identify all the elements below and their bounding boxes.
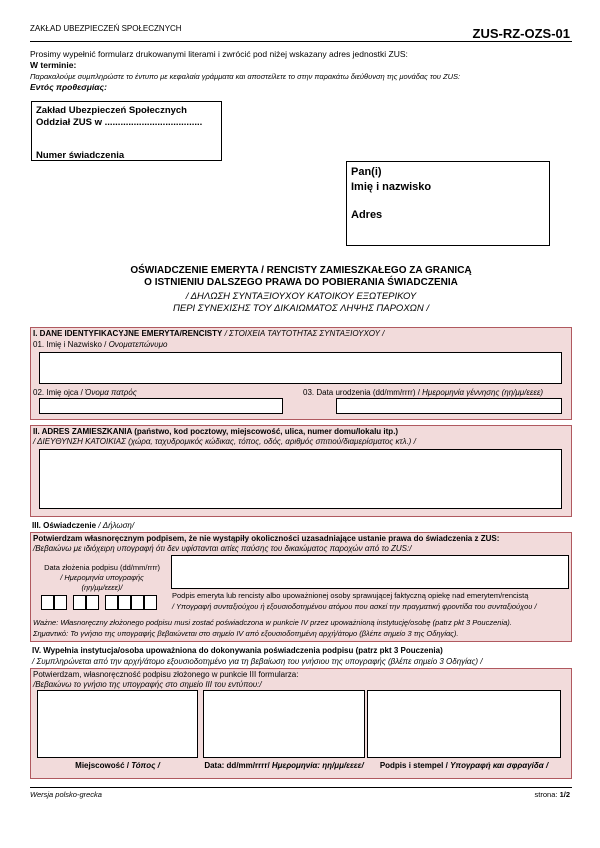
- signature-date-label-gr2: (ηη/μμ/εεεε)/: [81, 583, 123, 592]
- signature-date-label-pl: Data złożenia podpisu (dd/mm/rrrr): [44, 563, 160, 572]
- title-gr-line2: ΠΕΡΙ ΣΥΝΕΧΙΣΗΣ ΤΟΥ ΔΙΚΑΙΩΜΑΤΟΣ ΛΗΨΗΣ ΠΑΡΟΧΩΝ /: [172, 303, 430, 314]
- date-cell-y4[interactable]: [144, 595, 157, 610]
- addressee-name: Imię i nazwisko: [351, 181, 432, 193]
- intro-gr-deadline: Εντός προθεσμίας:: [30, 82, 107, 92]
- field-02-label-pl: 02. Imię ojca /: [33, 388, 86, 397]
- birth-date-input[interactable]: [336, 398, 562, 414]
- zus-box-line3: Numer świadczenia: [36, 150, 125, 161]
- title-gr-line1: / ΔΗΛΩΣΗ ΣΥΝΤΑΞΙΟΥΧΟΥ ΚΑΤΟΙΚΟΥ ΕΞΩΤΕΡΙΚΟΥ: [185, 291, 417, 302]
- section-4-title-gr: / Συμπληρώνεται από την αρχή/άτομο εξουσιοδοτημένο για τη βεβαίωση του γνήσιου της υπογραφής (βλέπε σημείο 3 Οδηγίας) /: [32, 657, 483, 666]
- pensioner-signature-input[interactable]: [171, 555, 569, 589]
- section-4-certification: [30, 668, 572, 779]
- field-03-label: [303, 388, 543, 397]
- section-3-confirm-gr: /Βεβαιώνω με ιδιόχειρη υπογραφή ότι δεν υφίστανται αιτίες παύσης του δικαιώματος παροχών από το ZUS:/: [33, 544, 412, 553]
- address-input[interactable]: [39, 449, 562, 509]
- zus-box-line1: Zakład Ubezpieczeń Społecznych: [36, 105, 187, 116]
- date-cell-m2[interactable]: [86, 595, 99, 610]
- pensioner-signature-label-pl: Podpis emeryta lub rencisty albo upoważnionej osoby sprawującej faktyczną opiekę nad emerytem/rencistą: [172, 591, 529, 600]
- section-2-title-gr: / ΔΙΕΥΘΥΝΣΗ ΚΑΤΟΙΚΙΑΣ (χώρα, ταχυδρομικός κώδικας, τόπος, οδός, αριθμός σπιτιού/διαμερίσματος κτλ.) /: [33, 437, 416, 446]
- father-name-input[interactable]: [39, 398, 283, 414]
- section-1-title: [33, 329, 384, 338]
- section-3-title: [32, 521, 134, 530]
- certifier-stamp-input[interactable]: [367, 690, 561, 758]
- intro-pl-deadline: W terminie:: [30, 60, 77, 70]
- form-title: [30, 265, 572, 315]
- certifier-stamp-label: [367, 761, 561, 770]
- section-4-title-pl: IV. Wypełnia instytucja/osoba upoważniona do dokonywania poświadczenia podpisu (patrz pkt 3 Pouczenia): [32, 646, 443, 655]
- intro-gr: Παρακαλούμε συμπληρώστε το έντυπο με κεφαλαία γράμματα και αποστείλετε το στην παρακάτω διεύθυνση της μονάδας του ZUS:: [30, 72, 461, 81]
- field-02-label: [33, 388, 137, 397]
- certifier-date-input[interactable]: [203, 690, 365, 758]
- date-cell-d1[interactable]: [41, 595, 54, 610]
- certifier-stamp-label-pl: Podpis i stempel /: [379, 761, 451, 770]
- date-cell-y2[interactable]: [118, 595, 131, 610]
- signature-date-cells: [41, 595, 171, 610]
- certifier-place-label-pl: Miejscowość /: [75, 761, 132, 770]
- signature-date-label: [33, 563, 171, 593]
- date-cell-m1[interactable]: [73, 595, 86, 610]
- footer-page-number: 1/2: [559, 790, 570, 799]
- signature-date-label-gr1: / Ημερομηνία υπογραφής: [60, 573, 144, 582]
- field-03-label-pl: 03. Data urodzenia (dd/mm/rrrr) /: [303, 388, 423, 397]
- certifier-stamp-label-gr: Υπογραφή και σφραγίδα /: [450, 761, 549, 770]
- section-3-title-pl: III. Oświadczenie: [32, 521, 97, 530]
- form-code: ZUS-RZ-OZS-01: [472, 26, 570, 41]
- footer-divider: [30, 787, 572, 788]
- section-3-note-gr: Σημαντικό: Το γνήσιο της υπογραφής βεβαιώνεται στο σημείο IV από εξουσιοδοτημένη αρχή/άτομο (βλέπε σημείο 3 της Οδηγίας).: [33, 629, 459, 638]
- certifier-place-label-gr: Τόπος /: [131, 761, 160, 770]
- date-cell-y3[interactable]: [131, 595, 144, 610]
- footer-page: [535, 790, 570, 799]
- section-4-confirm-gr: /Βεβαιώνω το γνήσιο της υπογραφής στο σημείο III του εντύπου:/: [33, 680, 262, 689]
- field-01-label-gr: Ονοματεπώνυμο: [108, 340, 168, 349]
- footer-version: Wersja polsko-grecka: [30, 790, 102, 799]
- section-2-title-pl: II. ADRES ZAMIESZKANIA (państwo, kod pocztowy, miejscowość, ulica, numer domu/lokalu itp.): [33, 427, 399, 436]
- section-4-confirm-pl: Potwierdzam, własnoręczność podpisu złożonego w punkcie III formularza:: [33, 670, 299, 679]
- section-1-title-gr: / ΣΤΟΙΧΕΙΑ ΤΑΥΤΟΤΗΤΑΣ ΣΥΝΤΑΞΙΟΥΧΟΥ /: [222, 329, 385, 338]
- section-1-title-pl: I. DANE IDENTYFIKACYJNE EMERYTA/RENCISTY: [33, 329, 223, 338]
- full-name-input[interactable]: [39, 352, 562, 384]
- institution-name: ZAKŁAD UBEZPIECZEŃ SPOŁECZNYCH: [30, 24, 182, 33]
- certifier-place-label: [37, 761, 198, 770]
- addressee-address: Adres: [351, 209, 383, 221]
- section-3-declaration: [30, 532, 572, 642]
- zus-branch-box: [31, 101, 222, 161]
- section-2-title: [33, 427, 398, 436]
- section-3-note-pl: Ważne: Własnoręczny złożonego podpisu musi zostać poświadczona w punkcie IV przez upoważnioną instytucję/osobę (patrz pkt 3 Pouczenia).: [33, 618, 512, 627]
- section-3-title-gr: / Δήλωση/: [96, 521, 135, 530]
- section-3-confirm-pl: Potwierdzam własnoręcznym podpisem, że nie wystąpiły okoliczności uzasadniające ustanie prawa do świadczenia z ZUS:: [33, 534, 500, 543]
- section-2-address: [30, 425, 572, 517]
- field-01-label: [33, 340, 167, 349]
- date-cell-d2[interactable]: [54, 595, 67, 610]
- certifier-place-input[interactable]: [37, 690, 198, 758]
- addressee-title: Pan(i): [351, 166, 382, 178]
- intro-pl: Prosimy wypełnić formularz drukowanymi literami i zwrócić pod niżej wskazany adres jednostki ZUS:: [30, 49, 408, 59]
- certifier-date-label-gr: Ημερομηνία: ηη/μμ/εεεε/: [271, 761, 364, 770]
- pensioner-signature-label-gr: / Υπογραφή συνταξιούχου ή εξουσιοδοτημένου ατόμου που ασκεί την πραγματική φροντίδα του συνταξιούχου /: [172, 602, 537, 611]
- certifier-date-label: [203, 761, 365, 770]
- field-03-label-gr: Ημερομηνία γέννησης (ηη/μμ/εεεε): [422, 388, 544, 397]
- section-1-identification: [30, 327, 572, 420]
- header-divider: [30, 41, 572, 42]
- certifier-date-label-pl: Data: dd/mm/rrrr/: [204, 761, 272, 770]
- title-pl-line2: O ISTNIENIU DALSZEGO PRAWA DO POBIERANIA ŚWIADCZENIA: [144, 277, 458, 288]
- field-01-label-pl: 01. Imię i Nazwisko /: [33, 340, 109, 349]
- footer-page-label: strona:: [534, 790, 560, 799]
- intro-block: [30, 49, 460, 93]
- title-pl-line1: OŚWIADCZENIE EMERYTA / RENCISTY ZAMIESZKAŁEGO ZA GRANICĄ: [130, 265, 472, 276]
- field-02-label-gr: Όνομα πατρός: [85, 388, 137, 397]
- date-cell-y1[interactable]: [105, 595, 118, 610]
- addressee-box: [346, 161, 550, 246]
- zus-box-line2: Oddział ZUS w .....................................: [36, 117, 203, 128]
